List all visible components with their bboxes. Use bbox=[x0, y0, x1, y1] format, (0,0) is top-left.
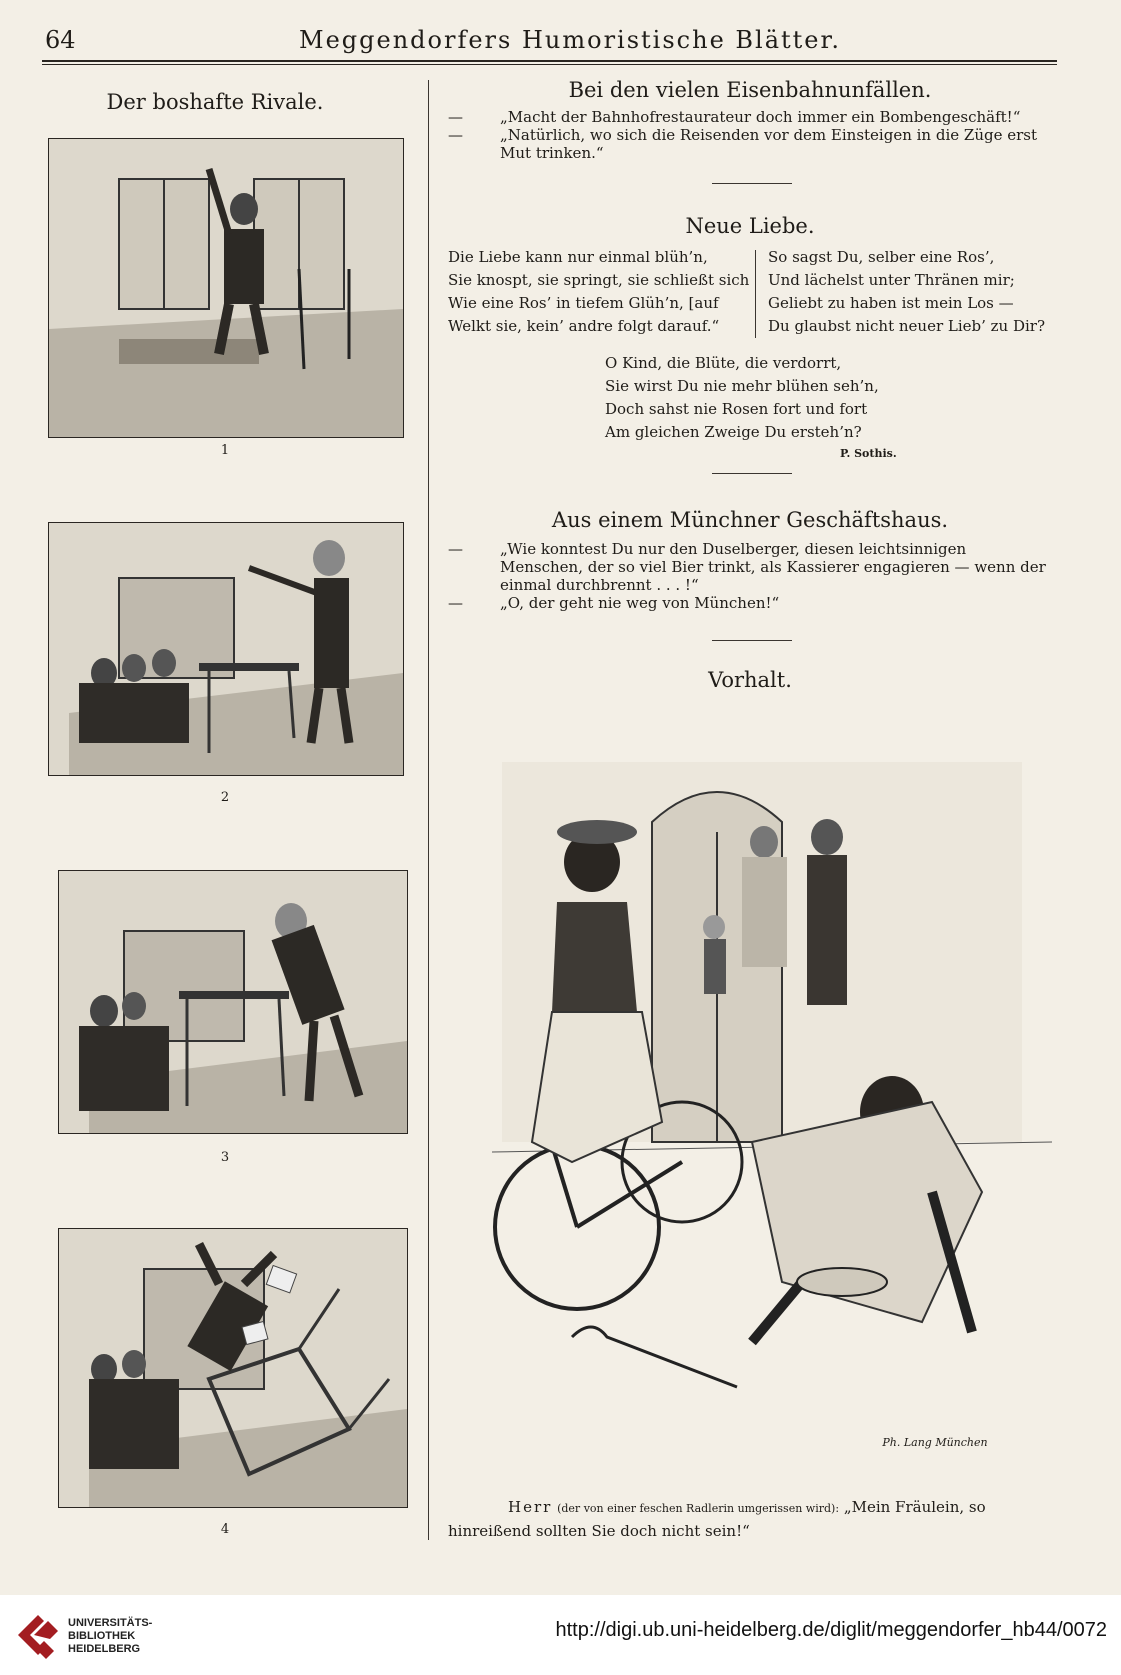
poem-line: Geliebt zu haben ist mein Los — bbox=[768, 294, 1014, 312]
section-muenchner-title: Aus einem Münchner Geschäftshaus. bbox=[551, 508, 949, 532]
dialogue-line: — „Wie konntest Du nur den Duselberger, diesen leichtsinnigen Menschen, der so viel Bier trinkt, als Kassierer engagieren — wenn der einmal durchbrennt . . . !“ bbox=[448, 540, 1046, 594]
artist-signature: Ph. Lang München bbox=[882, 1436, 988, 1449]
caption-note: (der von einer feschen Radlerin umgerissen wird): bbox=[557, 1502, 840, 1515]
panel-label-3: 3 bbox=[220, 1150, 230, 1165]
source-url-link[interactable]: http://digi.ub.uni-heidelberg.de/diglit/meggendorfer_hb44/0072 bbox=[555, 1619, 1107, 1641]
vorhalt-illustration bbox=[452, 722, 1052, 1482]
library-name: UNIVERSITÄTS- BIBLIOTHEK HEIDELBERG bbox=[68, 1617, 153, 1655]
caption-quote: „Mein Fräulein, so hinreißend sollten Sie doch nicht sein!“ bbox=[448, 1498, 986, 1540]
poem-line: Welkt sie, kein’ andre folgt darauf.“ bbox=[448, 317, 720, 335]
dialogue-line: — „Natürlich, wo sich die Reisenden vor dem Einsteigen in die Züge erst Mut trinken.“ bbox=[448, 126, 1038, 162]
section-separator bbox=[712, 183, 792, 184]
header-rule bbox=[42, 60, 1057, 62]
poem-line: Am gleichen Zweige Du ersteh’n? bbox=[605, 423, 862, 441]
comic-panel-4 bbox=[58, 1228, 408, 1508]
page-number: 64 bbox=[45, 26, 76, 54]
dialogue-line: — „Macht der Bahnhofrestaurateur doch immer ein Bombengeschäft!“ bbox=[448, 108, 1021, 126]
vorhalt-caption bbox=[448, 1496, 1053, 1542]
comic-panel-2 bbox=[48, 522, 404, 776]
poem-line: So sagst Du, selber eine Ros’, bbox=[768, 248, 995, 266]
poem-stanza-1 bbox=[448, 246, 748, 338]
section-eisenbahn-title: Bei den vielen Eisenbahnunfällen. bbox=[568, 78, 932, 102]
poem-column-divider bbox=[755, 250, 756, 338]
library-logo-icon bbox=[14, 1609, 62, 1661]
comic-title: Der boshafte Rivale. bbox=[106, 90, 324, 114]
section-vorhalt-title: Vorhalt. bbox=[708, 668, 792, 692]
poem-title: Neue Liebe. bbox=[685, 214, 815, 238]
panel-label-2: 2 bbox=[220, 790, 230, 805]
poem-stanza-3 bbox=[605, 352, 895, 444]
dialogue-line: — „O, der geht nie weg von München!“ bbox=[448, 594, 780, 612]
comic-panel-3 bbox=[58, 870, 408, 1134]
poem-line: Und lächelst unter Thränen mir; bbox=[768, 271, 1015, 289]
column-divider bbox=[428, 80, 429, 1540]
poem-line: Die Liebe kann nur einmal blüh’n, bbox=[448, 248, 708, 266]
poem-line: Sie knospt, sie springt, sie schließt sich bbox=[448, 271, 750, 289]
caption-speaker: Herr bbox=[508, 1498, 553, 1516]
poem-stanza-2 bbox=[768, 246, 1058, 338]
poem-line: Wie eine Ros’ in tiefem Glüh’n, [auf bbox=[448, 294, 719, 312]
poem-line: Du glaubst nicht neuer Lieb’ zu Dir? bbox=[768, 317, 1046, 335]
section-separator bbox=[712, 640, 792, 641]
section-muenchner-dialogue bbox=[448, 540, 1053, 612]
panel-label-1: 1 bbox=[220, 443, 230, 458]
library-footer bbox=[0, 1595, 1121, 1675]
comic-panel-1 bbox=[48, 138, 404, 438]
poem-author: P. Sothis. bbox=[840, 447, 897, 460]
section-separator bbox=[712, 473, 792, 474]
poem-line: Doch sahst nie Rosen fort und fort bbox=[605, 400, 868, 418]
poem-line: Sie wirst Du nie mehr blühen seh’n, bbox=[605, 377, 879, 395]
magazine-title: Meggendorfers Humoristische Blätter. bbox=[299, 26, 841, 54]
section-eisenbahn-dialogue bbox=[448, 108, 1053, 162]
poem-line: O Kind, die Blüte, die verdorrt, bbox=[605, 354, 842, 372]
panel-label-4: 4 bbox=[220, 1522, 230, 1537]
header-rule-thin bbox=[42, 64, 1057, 65]
